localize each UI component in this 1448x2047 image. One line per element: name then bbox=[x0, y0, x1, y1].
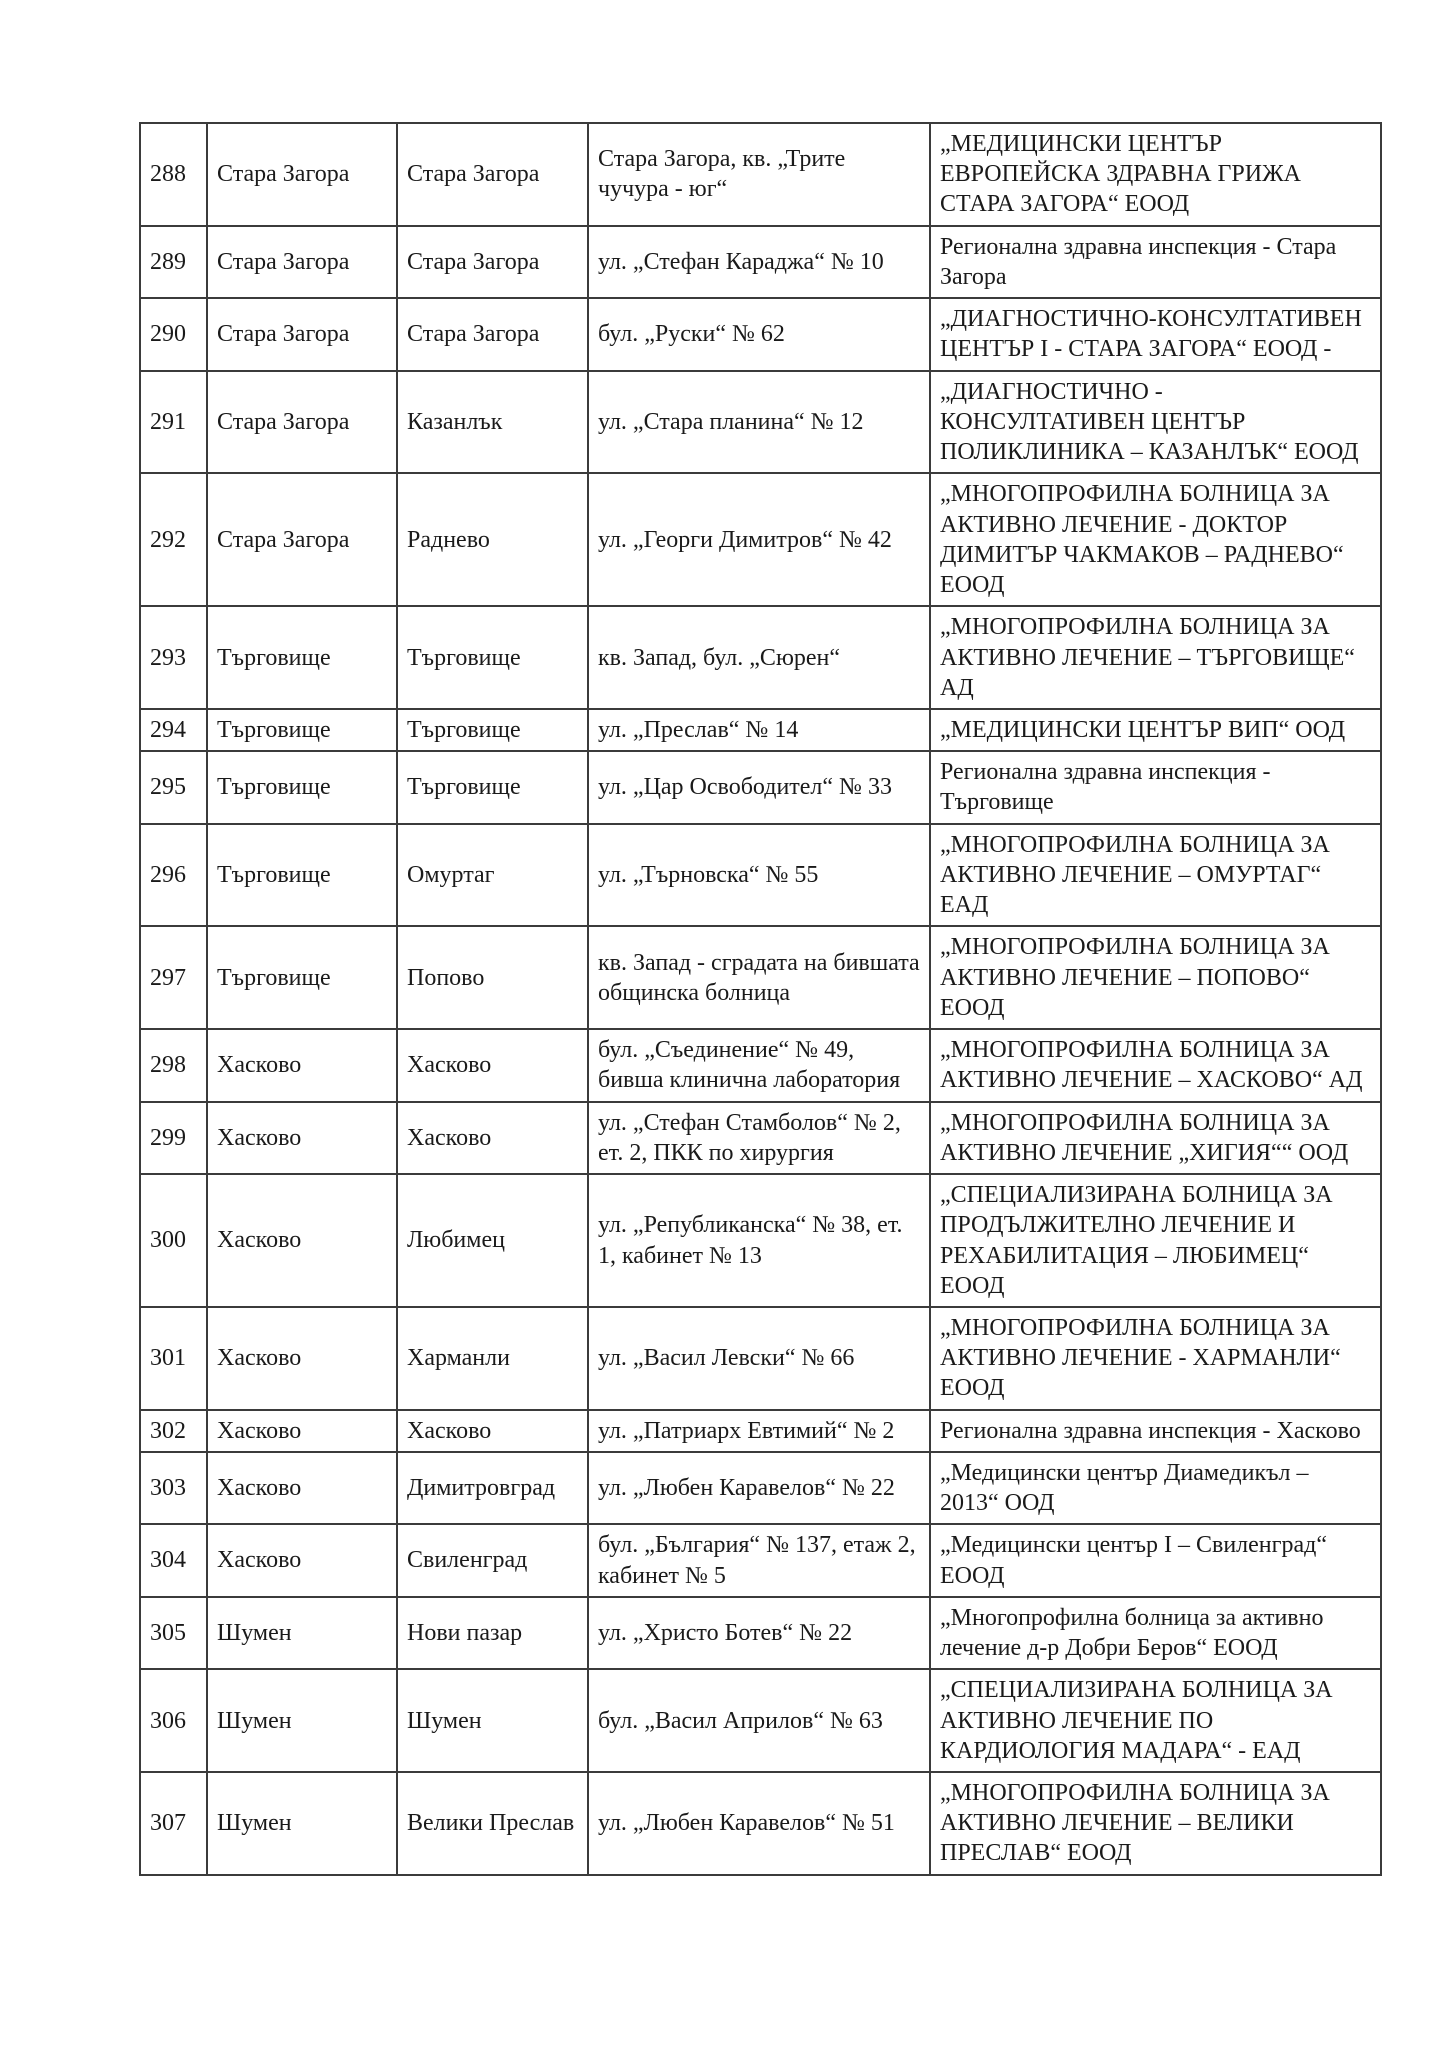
cell-number: 288 bbox=[140, 123, 207, 226]
cell-number: 294 bbox=[140, 709, 207, 751]
cell-name: „МНОГОПРОФИЛНА БОЛНИЦА ЗА АКТИВНО ЛЕЧЕНИЕ – ОМУРТАГ“ ЕАД bbox=[930, 824, 1381, 927]
table-row bbox=[140, 1174, 1381, 1307]
cell-address: бул. „България“ № 137, етаж 2, кабинет № 5 bbox=[588, 1524, 930, 1596]
cell-city: Шумен bbox=[397, 1669, 588, 1772]
cell-name: „СПЕЦИАЛИЗИРАНА БОЛНИЦА ЗА ПРОДЪЛЖИТЕЛНО ЛЕЧЕНИЕ И РЕХАБИЛИТАЦИЯ – ЛЮБИМЕЦ“ ЕООД bbox=[930, 1174, 1381, 1307]
cell-region: Хасково bbox=[207, 1307, 397, 1410]
cell-region: Шумен bbox=[207, 1669, 397, 1772]
cell-name: „МНОГОПРОФИЛНА БОЛНИЦА ЗА АКТИВНО ЛЕЧЕНИЕ „ХИГИЯ““ ООД bbox=[930, 1102, 1381, 1174]
cell-name: „Медицински център Диамедикъл – 2013“ ООД bbox=[930, 1452, 1381, 1524]
table-row bbox=[140, 473, 1381, 606]
cell-city: Стара Загора bbox=[397, 298, 588, 370]
cell-name: „МНОГОПРОФИЛНА БОЛНИЦА ЗА АКТИВНО ЛЕЧЕНИЕ – ТЪРГОВИЩЕ“ АД bbox=[930, 606, 1381, 709]
cell-city: Търговище bbox=[397, 606, 588, 709]
cell-number: 295 bbox=[140, 751, 207, 823]
table-row bbox=[140, 298, 1381, 370]
cell-region: Търговище bbox=[207, 606, 397, 709]
table-row bbox=[140, 226, 1381, 298]
table-row bbox=[140, 1669, 1381, 1772]
cell-address: ул. „Васил Левски“ № 66 bbox=[588, 1307, 930, 1410]
cell-address: бул. „Руски“ № 62 bbox=[588, 298, 930, 370]
cell-region: Търговище bbox=[207, 824, 397, 927]
table-row bbox=[140, 824, 1381, 927]
cell-region: Шумен bbox=[207, 1597, 397, 1669]
cell-address: ул. „Стефан Стамболов“ № 2, ет. 2, ПКК по хирургия bbox=[588, 1102, 930, 1174]
cell-name: „ДИАГНОСТИЧНО-КОНСУЛТАТИВЕН ЦЕНТЪР I - СТАРА ЗАГОРА“ ЕООД - bbox=[930, 298, 1381, 370]
cell-name: Регионална здравна инспекция - Хасково bbox=[930, 1410, 1381, 1452]
cell-address: ул. „Стара планина“ № 12 bbox=[588, 371, 930, 474]
cell-region: Хасково bbox=[207, 1174, 397, 1307]
cell-region: Шумен bbox=[207, 1772, 397, 1875]
cell-region: Търговище bbox=[207, 709, 397, 751]
cell-address: ул. „Христо Ботев“ № 22 bbox=[588, 1597, 930, 1669]
cell-city: Казанлък bbox=[397, 371, 588, 474]
cell-name: „МНОГОПРОФИЛНА БОЛНИЦА ЗА АКТИВНО ЛЕЧЕНИЕ – ХАСКОВО“ АД bbox=[930, 1029, 1381, 1101]
cell-address: ул. „Стефан Караджа“ № 10 bbox=[588, 226, 930, 298]
cell-region: Стара Загора bbox=[207, 298, 397, 370]
cell-city: Търговище bbox=[397, 751, 588, 823]
cell-address: ул. „Любен Каравелов“ № 22 bbox=[588, 1452, 930, 1524]
cell-number: 300 bbox=[140, 1174, 207, 1307]
cell-city: Хасково bbox=[397, 1410, 588, 1452]
table-row bbox=[140, 123, 1381, 226]
cell-city: Нови пазар bbox=[397, 1597, 588, 1669]
cell-name: „МЕДИЦИНСКИ ЦЕНТЪР ЕВРОПЕЙСКА ЗДРАВНА ГРИЖА СТАРА ЗАГОРА“ ЕООД bbox=[930, 123, 1381, 226]
health-facilities-table bbox=[139, 122, 1382, 1876]
cell-number: 306 bbox=[140, 1669, 207, 1772]
cell-name: „МЕДИЦИНСКИ ЦЕНТЪР ВИП“ ООД bbox=[930, 709, 1381, 751]
cell-city: Стара Загора bbox=[397, 123, 588, 226]
cell-address: ул. „Преслав“ № 14 bbox=[588, 709, 930, 751]
cell-region: Хасково bbox=[207, 1102, 397, 1174]
cell-address: ул. „Патриарх Евтимий“ № 2 bbox=[588, 1410, 930, 1452]
cell-region: Стара Загора bbox=[207, 473, 397, 606]
cell-region: Хасково bbox=[207, 1410, 397, 1452]
cell-region: Хасково bbox=[207, 1029, 397, 1101]
cell-name: „МНОГОПРОФИЛНА БОЛНИЦА ЗА АКТИВНО ЛЕЧЕНИЕ - ДОКТОР ДИМИТЪР ЧАКМАКОВ – РАДНЕВО“ ЕООД bbox=[930, 473, 1381, 606]
cell-name: „МНОГОПРОФИЛНА БОЛНИЦА ЗА АКТИВНО ЛЕЧЕНИЕ - ХАРМАНЛИ“ ЕООД bbox=[930, 1307, 1381, 1410]
cell-number: 305 bbox=[140, 1597, 207, 1669]
cell-number: 303 bbox=[140, 1452, 207, 1524]
cell-name: „Многопрофилна болница за активно лечение д-р Добри Беров“ ЕООД bbox=[930, 1597, 1381, 1669]
cell-city: Попово bbox=[397, 926, 588, 1029]
table-row bbox=[140, 1452, 1381, 1524]
cell-address: Стара Загора, кв. „Трите чучура - юг“ bbox=[588, 123, 930, 226]
cell-number: 297 bbox=[140, 926, 207, 1029]
cell-address: ул. „Георги Димитров“ № 42 bbox=[588, 473, 930, 606]
cell-city: Търговище bbox=[397, 709, 588, 751]
table-row bbox=[140, 371, 1381, 474]
cell-name: Регионална здравна инспекция - Стара Загора bbox=[930, 226, 1381, 298]
table-row bbox=[140, 751, 1381, 823]
table-row bbox=[140, 1410, 1381, 1452]
cell-address: кв. Запад - сградата на бившата общинска болница bbox=[588, 926, 930, 1029]
cell-number: 291 bbox=[140, 371, 207, 474]
table-row bbox=[140, 1307, 1381, 1410]
table-row bbox=[140, 1772, 1381, 1875]
cell-address: ул. „Любен Каравелов“ № 51 bbox=[588, 1772, 930, 1875]
cell-city: Стара Загора bbox=[397, 226, 588, 298]
cell-number: 296 bbox=[140, 824, 207, 927]
cell-city: Омуртаг bbox=[397, 824, 588, 927]
cell-region: Стара Загора bbox=[207, 226, 397, 298]
table-row bbox=[140, 606, 1381, 709]
cell-city: Раднево bbox=[397, 473, 588, 606]
cell-number: 298 bbox=[140, 1029, 207, 1101]
cell-city: Велики Преслав bbox=[397, 1772, 588, 1875]
cell-region: Хасково bbox=[207, 1524, 397, 1596]
cell-number: 302 bbox=[140, 1410, 207, 1452]
cell-city: Свиленград bbox=[397, 1524, 588, 1596]
cell-city: Харманли bbox=[397, 1307, 588, 1410]
cell-number: 299 bbox=[140, 1102, 207, 1174]
cell-name: „СПЕЦИАЛИЗИРАНА БОЛНИЦА ЗА АКТИВНО ЛЕЧЕНИЕ ПО КАРДИОЛОГИЯ МАДАРА“ - ЕАД bbox=[930, 1669, 1381, 1772]
cell-address: ул. „Цар Освободител“ № 33 bbox=[588, 751, 930, 823]
cell-city: Хасково bbox=[397, 1029, 588, 1101]
cell-address: бул. „Съединение“ № 49, бивша клинична лаборатория bbox=[588, 1029, 930, 1101]
table-row bbox=[140, 926, 1381, 1029]
table-row bbox=[140, 1524, 1381, 1596]
cell-name: „ДИАГНОСТИЧНО - КОНСУЛТАТИВЕН ЦЕНТЪР ПОЛИКЛИНИКА – КАЗАНЛЪК“ ЕООД bbox=[930, 371, 1381, 474]
cell-number: 304 bbox=[140, 1524, 207, 1596]
cell-number: 301 bbox=[140, 1307, 207, 1410]
cell-region: Търговище bbox=[207, 751, 397, 823]
cell-address: ул. „Републиканска“ № 38, ет. 1, кабинет № 13 bbox=[588, 1174, 930, 1307]
table-row bbox=[140, 709, 1381, 751]
cell-city: Любимец bbox=[397, 1174, 588, 1307]
cell-name: Регионална здравна инспекция - Търговище bbox=[930, 751, 1381, 823]
cell-city: Хасково bbox=[397, 1102, 588, 1174]
table-row bbox=[140, 1029, 1381, 1101]
cell-address: ул. „Търновска“ № 55 bbox=[588, 824, 930, 927]
cell-address: бул. „Васил Априлов“ № 63 bbox=[588, 1669, 930, 1772]
cell-address: кв. Запад, бул. „Сюрен“ bbox=[588, 606, 930, 709]
cell-name: „Медицински център I – Свиленград“ ЕООД bbox=[930, 1524, 1381, 1596]
cell-city: Димитровград bbox=[397, 1452, 588, 1524]
cell-name: „МНОГОПРОФИЛНА БОЛНИЦА ЗА АКТИВНО ЛЕЧЕНИЕ – ПОПОВО“ ЕООД bbox=[930, 926, 1381, 1029]
cell-number: 307 bbox=[140, 1772, 207, 1875]
cell-name: „МНОГОПРОФИЛНА БОЛНИЦА ЗА АКТИВНО ЛЕЧЕНИЕ – ВЕЛИКИ ПРЕСЛАВ“ ЕООД bbox=[930, 1772, 1381, 1875]
cell-number: 292 bbox=[140, 473, 207, 606]
cell-region: Стара Загора bbox=[207, 123, 397, 226]
cell-number: 293 bbox=[140, 606, 207, 709]
cell-region: Хасково bbox=[207, 1452, 397, 1524]
table-body bbox=[140, 123, 1381, 1875]
cell-number: 289 bbox=[140, 226, 207, 298]
table-row bbox=[140, 1102, 1381, 1174]
cell-region: Търговище bbox=[207, 926, 397, 1029]
cell-region: Стара Загора bbox=[207, 371, 397, 474]
table-row bbox=[140, 1597, 1381, 1669]
cell-number: 290 bbox=[140, 298, 207, 370]
